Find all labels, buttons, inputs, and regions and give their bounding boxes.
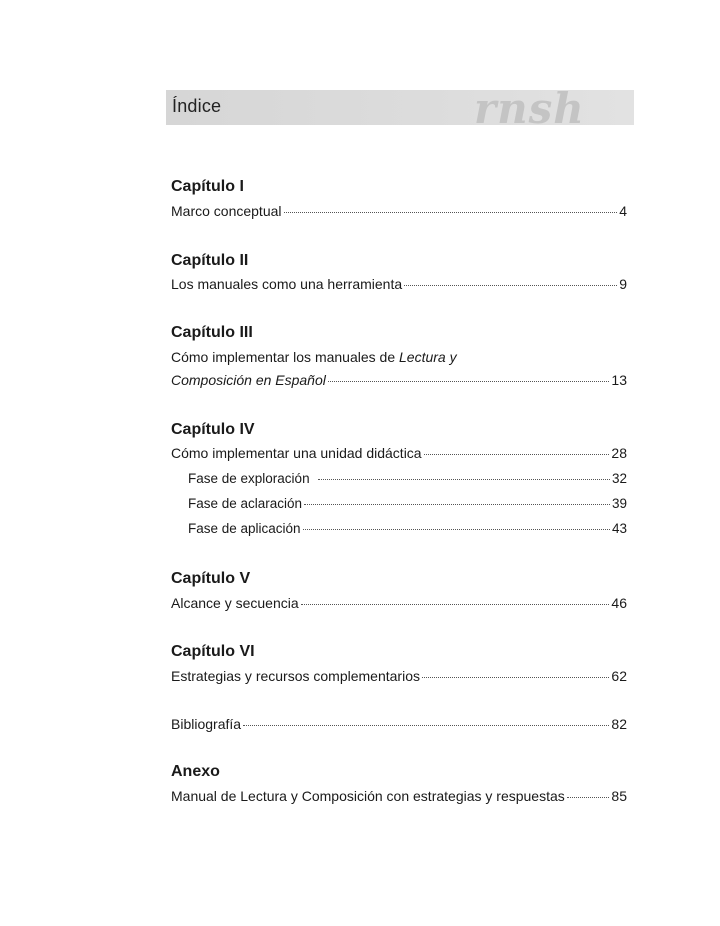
toc-entry-marco-conceptual[interactable] — [171, 203, 627, 219]
toc-entry-estrategias-recursos[interactable] — [171, 668, 627, 684]
toc-subentry-label: Fase de aclaración — [188, 496, 303, 511]
toc-entry-label: Bibliografía — [171, 716, 242, 732]
chapter-1-heading: Capítulo I — [171, 178, 244, 195]
dot-leader — [303, 529, 610, 530]
toc-page-number: 62 — [611, 668, 627, 684]
dot-leader — [567, 797, 610, 798]
toc-entry-bibliografia[interactable] — [171, 716, 627, 732]
toc-page-number: 28 — [611, 445, 627, 461]
toc-entry-manuales-herramienta[interactable] — [171, 276, 627, 292]
toc-subentry-aclaracion[interactable] — [188, 496, 627, 511]
dot-leader — [304, 504, 610, 505]
chapter-4-heading: Capítulo IV — [171, 421, 255, 438]
toc-entry-label: Cómo implementar los manuales de — [171, 349, 399, 365]
chapter-5-heading: Capítulo V — [171, 570, 251, 587]
logo-watermark: rnsh — [474, 90, 585, 125]
toc-page-number: 9 — [619, 276, 627, 292]
toc-page-number: 32 — [611, 471, 627, 486]
dot-leader — [404, 285, 617, 286]
toc-page-number: 82 — [611, 716, 627, 732]
chapter-2-heading: Capítulo II — [171, 252, 249, 269]
dot-leader — [424, 454, 610, 455]
toc-entry-label-italic: Composición en Español — [171, 372, 326, 388]
toc-subentry-exploracion[interactable] — [188, 471, 627, 486]
page-title: Índice — [172, 96, 222, 116]
toc-entry-label-italic: Lectura y — [399, 349, 457, 365]
dot-leader — [284, 212, 618, 213]
toc-subentry-label: Fase de aplicación — [188, 521, 301, 536]
toc-entry-label: Estrategias y recursos complementarios — [171, 668, 420, 684]
toc-subentry-aplicacion[interactable] — [188, 521, 627, 536]
dot-leader — [301, 604, 610, 605]
toc-page-number: 43 — [611, 521, 627, 536]
toc-entry-label: Alcance y secuencia — [171, 595, 299, 611]
toc-entry-manual-estrategias[interactable] — [171, 788, 627, 804]
dot-leader — [318, 479, 610, 480]
index-header-bar — [166, 90, 634, 125]
toc-page-number: 4 — [619, 203, 627, 219]
toc-entry-label: Manual de Lectura y Composición con estrategias y respuestas — [171, 788, 565, 804]
toc-entry-label: Cómo implementar una unidad didáctica — [171, 445, 422, 461]
chapter-3-heading: Capítulo III — [171, 324, 253, 341]
toc-page-number: 39 — [611, 496, 627, 511]
toc-entry-label: Marco conceptual — [171, 203, 282, 219]
dot-leader — [328, 381, 610, 382]
toc-page-number: 85 — [611, 788, 627, 804]
toc-entry-unidad-didactica[interactable] — [171, 445, 627, 461]
annex-heading: Anexo — [171, 763, 220, 780]
toc-entry-implementar-manuales[interactable] — [171, 372, 627, 388]
toc-entry-label: Los manuales como una herramienta — [171, 276, 403, 292]
toc-page-number: 13 — [611, 372, 627, 388]
toc-subentry-label: Fase de exploración — [188, 471, 310, 486]
dot-leader — [243, 725, 609, 726]
toc-entry-implementar-manuales-line1 — [171, 349, 457, 365]
chapter-6-heading: Capítulo VI — [171, 643, 255, 660]
toc-entry-alcance-secuencia[interactable] — [171, 595, 627, 611]
dot-leader — [422, 677, 609, 678]
toc-page-number: 46 — [611, 595, 627, 611]
